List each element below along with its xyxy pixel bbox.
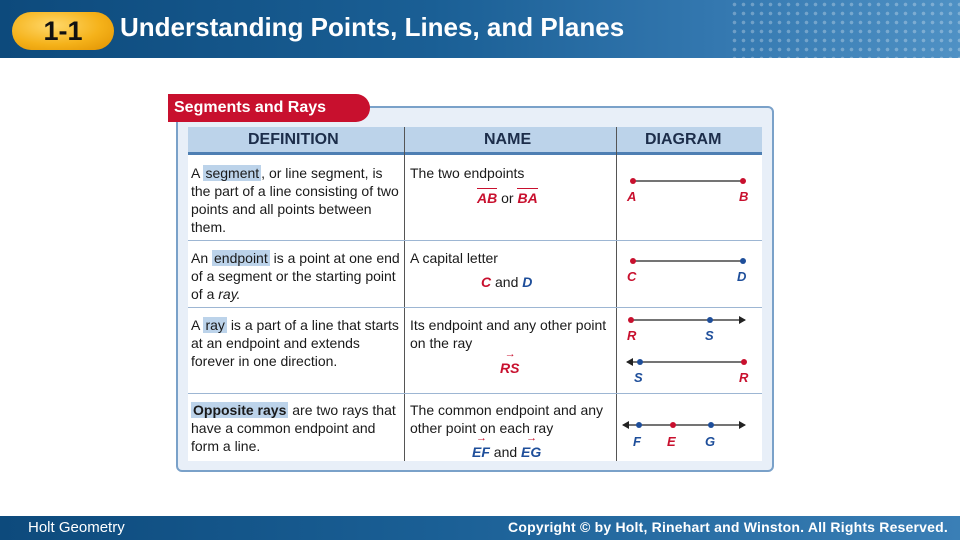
point-s [637, 359, 643, 365]
point-a [630, 178, 636, 184]
table-header [188, 127, 762, 155]
name-endpoint [410, 249, 610, 291]
definition-segment [191, 164, 401, 236]
label-a: A [627, 189, 637, 204]
definition-italic-ray: ray. [218, 286, 241, 302]
label-r: R [739, 370, 749, 385]
definition-text: is a point at one end of a segment or the starting point of a [191, 250, 400, 302]
slide-title: Understanding Points, Lines, and Planes [120, 12, 625, 42]
definition-text: A [191, 165, 200, 181]
name-description: Its endpoint and any other point on the ray [410, 317, 607, 351]
point-d [740, 258, 746, 264]
term-segment: segment [205, 165, 260, 181]
label-b: B [739, 189, 749, 204]
column-header-definition: DEFINITION [248, 131, 339, 148]
label-r: R [627, 328, 637, 343]
label-e: E [667, 434, 676, 449]
point-r [628, 317, 634, 323]
point-f [636, 422, 642, 428]
ray-name-rs: → RS [500, 360, 519, 376]
point-e [670, 422, 676, 428]
ray-name-eg: → EG [521, 444, 541, 460]
definition-text: A [191, 317, 200, 333]
label-g: G [705, 434, 716, 449]
definition-text: An [191, 250, 209, 266]
opposite-rays-diagram [623, 422, 745, 449]
definition-text: is a part of a line that starts at an endpoint and extends forever in one direction. [191, 317, 399, 369]
name-joiner: and [495, 274, 519, 290]
name-joiner: and [493, 444, 518, 460]
point-s [707, 317, 713, 323]
endpoint-name-c: C [481, 274, 492, 290]
term-ray: ray [205, 317, 225, 333]
label-c: C [627, 269, 637, 284]
footer-course-name: Holt Geometry [28, 519, 125, 536]
slide-header [0, 0, 960, 58]
segment-ab-diagram [626, 178, 748, 204]
ray-sr-diagram [627, 359, 749, 385]
definition-text: are two rays that have a common endpoint and form a line. [191, 402, 396, 454]
definition-ray [191, 316, 401, 370]
label-s: S [705, 328, 714, 343]
point-r [741, 359, 747, 365]
endpoint-cd-diagram [627, 258, 747, 284]
label-s: S [634, 370, 643, 385]
point-g [708, 422, 714, 428]
term-opposite-rays: Opposite rays [193, 402, 287, 418]
definition-endpoint [191, 249, 401, 303]
slide-footer [0, 516, 960, 540]
lesson-badge: 1-1 [12, 12, 114, 50]
segment-name-ab: AB [477, 190, 498, 206]
point-c [630, 258, 636, 264]
endpoint-name-d: D [522, 274, 533, 290]
ray-rs-diagram [627, 317, 745, 343]
label-f: F [633, 434, 641, 449]
footer-copyright: Copyright © by Holt, Rinehart and Winston. All Rights Reserved. [508, 519, 948, 535]
card-tab-title: Segments and Rays [168, 94, 370, 122]
label-d: D [737, 269, 747, 284]
name-description: The two endpoints [410, 165, 525, 181]
segment-name-ba: BA [517, 190, 538, 206]
column-divider [404, 127, 405, 461]
column-header-diagram: DIAGRAM [645, 131, 722, 148]
column-header-name: NAME [484, 131, 532, 148]
name-description: A capital letter [410, 250, 498, 266]
point-b [740, 178, 746, 184]
name-ray [410, 316, 610, 377]
ray-name-ef: → EF [472, 444, 490, 460]
header-dot-pattern [730, 0, 960, 58]
definition-opposite-rays [191, 401, 401, 455]
name-opposite-rays [410, 401, 614, 461]
term-endpoint: endpoint [214, 250, 268, 266]
definition-text: , or line segment, is the part of a line consisting of two points and all points between them. [191, 165, 399, 235]
name-description: The common endpoint and any other point on each ray [410, 402, 604, 436]
name-segment [410, 164, 610, 207]
diagram-column [617, 156, 762, 461]
segments-rays-table [188, 127, 762, 461]
name-joiner: or [501, 190, 514, 206]
